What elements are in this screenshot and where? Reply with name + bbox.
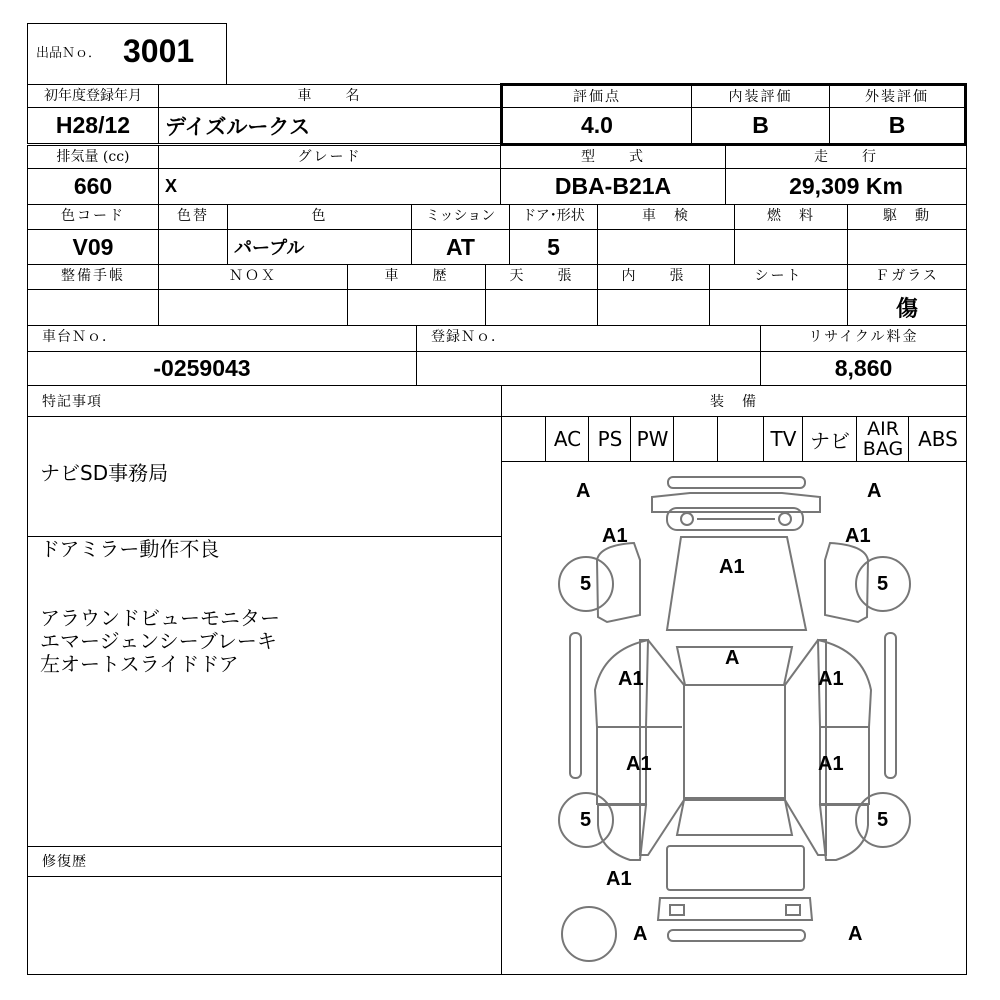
fglass-label: Ｆガラス <box>847 264 967 290</box>
displacement-value: 660 <box>27 168 159 205</box>
seat-value <box>709 289 848 326</box>
damage-door-fr: A1 <box>818 668 844 690</box>
tire-rr-tread: 5 <box>877 809 889 831</box>
recycle-label: リサイクル料金 <box>760 325 967 352</box>
interior-grade-label: 内装評価 <box>691 85 830 108</box>
maintenance-label: 整備手帳 <box>27 264 159 290</box>
car-name-value: デイズルークス <box>158 107 501 144</box>
remark-line-4: エマージェンシーブレーキ <box>40 629 277 653</box>
nox-label: ＮＯＸ <box>158 264 348 290</box>
color-code-label: 色コード <box>27 204 159 230</box>
nox-value <box>158 289 348 326</box>
repaint-label: 色替 <box>158 204 228 230</box>
seat-label: シート <box>709 264 848 290</box>
equipment-label: 装 備 <box>501 385 967 417</box>
car-name-label: 車 名 <box>158 84 501 108</box>
equip-pw: PW <box>630 416 674 462</box>
model-value: DBA-B21A <box>500 168 726 205</box>
history-label: 車 歴 <box>347 264 486 290</box>
inspection-value <box>597 229 735 265</box>
equipment-section <box>501 385 967 975</box>
damage-door-fl: A1 <box>618 668 644 690</box>
damage-front-right: A <box>867 480 882 502</box>
damage-rear-left: A <box>633 923 648 945</box>
interior-trim-label: 内 張 <box>597 264 710 290</box>
model-label: 型 式 <box>500 145 726 169</box>
equip-navi: ナビ <box>802 416 857 462</box>
mission-value: AT <box>411 229 510 265</box>
door-label: ドア･形状 <box>509 204 598 230</box>
score-value: 4.0 <box>502 107 692 144</box>
grade-label: グレード <box>158 145 501 169</box>
fuel-value <box>734 229 848 265</box>
damage-trunk: A1 <box>606 868 632 890</box>
damage-rear-right: A <box>848 923 863 945</box>
equip-empty-0 <box>501 416 546 462</box>
equip-ac: AC <box>545 416 589 462</box>
interior-trim-value <box>597 289 710 326</box>
exterior-grade-label: 外装評価 <box>829 85 965 108</box>
mileage-label: 走 行 <box>725 145 967 169</box>
equip-tv: TV <box>763 416 803 462</box>
equip-empty-2 <box>717 416 764 462</box>
tire-rl-tread: 5 <box>580 809 592 831</box>
interior-grade-value: B <box>691 107 830 144</box>
repair-history-label: 修復歴 <box>27 846 502 877</box>
remark-line-3: アラウンドビューモニター <box>40 606 280 630</box>
first-reg-value: H28/12 <box>27 107 159 144</box>
lot-number: 3001 <box>123 33 195 69</box>
tire-fl-tread: 5 <box>580 573 592 595</box>
remark-line-1: ナビSD事務局 <box>40 461 169 485</box>
damage-front-left: A <box>576 480 591 502</box>
history-value <box>347 289 486 326</box>
door-value: 5 <box>509 229 598 265</box>
damage-fender-right: A1 <box>845 525 871 547</box>
fglass-value: 傷 <box>847 289 967 326</box>
grade-value: X <box>158 168 501 205</box>
chassis-value: -0259043 <box>27 351 417 386</box>
drive-value <box>847 229 967 265</box>
roof-value <box>485 289 598 326</box>
score-label: 評価点 <box>502 85 692 108</box>
lot-box <box>27 23 227 85</box>
equip-ps: PS <box>588 416 631 462</box>
reg-label: 登録Ｎｏ． <box>416 325 761 352</box>
equip-airbag-air: AIR <box>867 418 899 440</box>
tire-fr-tread: 5 <box>877 573 889 595</box>
roof-label: 天 張 <box>485 264 598 290</box>
equip-abs: ABS <box>908 416 967 462</box>
damage-windshield: A <box>725 647 740 669</box>
damage-fender-left: A1 <box>602 525 628 547</box>
exterior-grade-value: B <box>829 107 965 144</box>
remarks-label: 特記事項 <box>27 385 502 417</box>
equip-airbag <box>856 416 909 462</box>
damage-door-rl: A1 <box>626 753 652 775</box>
equip-empty-1 <box>673 416 718 462</box>
repaint-value <box>158 229 228 265</box>
color-code-value: V09 <box>27 229 159 265</box>
color-value: パープル <box>227 229 412 265</box>
fuel-label: 燃 料 <box>734 204 848 230</box>
color-label: 色 <box>227 204 412 230</box>
displacement-label: 排気量 (cc) <box>27 145 159 169</box>
mileage-value: 29,309 Km <box>725 168 967 205</box>
lot-label: 出品Ｎｏ． <box>36 46 102 61</box>
chassis-label: 車台Ｎｏ． <box>27 325 417 352</box>
maintenance-value <box>27 289 159 326</box>
damage-hood: A1 <box>719 556 745 578</box>
remark-line-5: 左オートスライドドア <box>40 652 239 676</box>
remark-line-2: ドアミラー動作不良 <box>40 537 220 561</box>
equip-airbag-bag: BAG <box>862 438 904 460</box>
reg-value <box>416 351 761 386</box>
mission-label: ミッション <box>411 204 510 230</box>
inspection-label: 車 検 <box>597 204 735 230</box>
first-reg-label: 初年度登録年月 <box>27 84 159 108</box>
recycle-value: 8,860 <box>760 351 967 386</box>
damage-door-rr: A1 <box>818 753 844 775</box>
drive-label: 駆 動 <box>847 204 967 230</box>
